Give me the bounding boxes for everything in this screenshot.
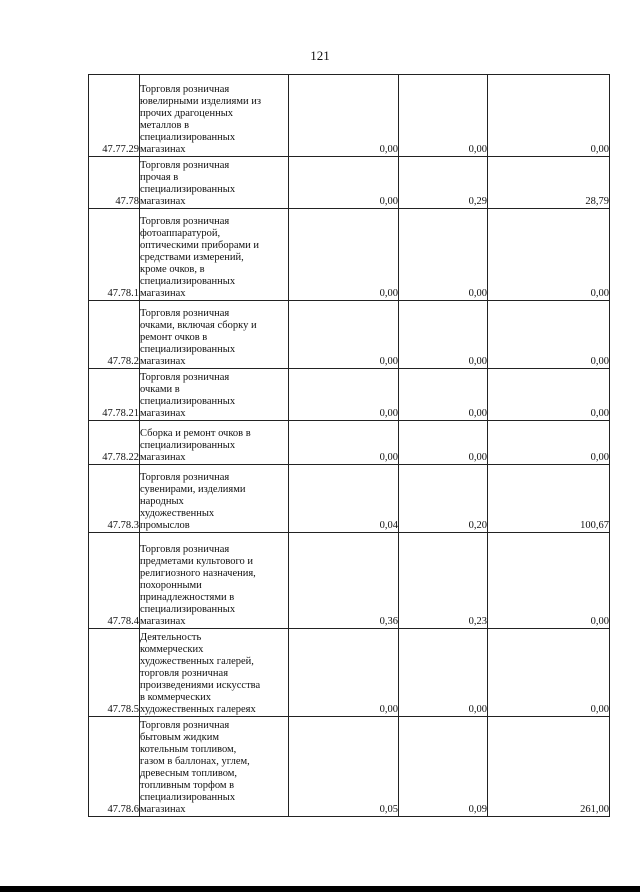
activity-name: Деятельность коммерческих художественных галерей, торговля розничная произведениями искусства в коммерческих художественных галереях [140, 629, 289, 717]
table-row [89, 421, 610, 465]
value-1: 0,00 [289, 75, 399, 157]
activity-code: 47.78.4 [89, 533, 140, 629]
value-1: 0,05 [289, 717, 399, 817]
value-1: 0,00 [289, 301, 399, 369]
value-2: 0,00 [399, 209, 488, 301]
value-3: 0,00 [488, 629, 610, 717]
activity-name: Торговля розничная предметами культового и религиозного назначения, похоронными принадлежностями в специализированных магазинах [140, 533, 289, 629]
activity-name: Сборка и ремонт очков в специализированных магазинах [140, 421, 289, 465]
value-3: 261,00 [488, 717, 610, 817]
value-1: 0,00 [289, 421, 399, 465]
value-2: 0,09 [399, 717, 488, 817]
value-3: 0,00 [488, 301, 610, 369]
activity-name: Торговля розничная бытовым жидким котельным топливом, газом в баллонах, углем, древесным топливом, топливным торфом в специализированных магазинах [140, 717, 289, 817]
table-row [89, 209, 610, 301]
table-row [89, 369, 610, 421]
data-table [88, 74, 610, 817]
value-2: 0,00 [399, 421, 488, 465]
table-row [89, 717, 610, 817]
table-body [89, 75, 610, 817]
value-1: 0,00 [289, 157, 399, 209]
value-1: 0,04 [289, 465, 399, 533]
activity-name: Торговля розничная прочая в специализированных магазинах [140, 157, 289, 209]
value-1: 0,36 [289, 533, 399, 629]
value-3: 0,00 [488, 421, 610, 465]
table-row [89, 301, 610, 369]
value-1: 0,00 [289, 209, 399, 301]
activity-code: 47.78.5 [89, 629, 140, 717]
value-1: 0,00 [289, 629, 399, 717]
page-number: 121 [310, 48, 330, 63]
value-2: 0,00 [399, 629, 488, 717]
value-2: 0,23 [399, 533, 488, 629]
value-2: 0,20 [399, 465, 488, 533]
activity-code: 47.78.6 [89, 717, 140, 817]
activity-name: Торговля розничная очками в специализированных магазинах [140, 369, 289, 421]
table-row [89, 465, 610, 533]
table-row [89, 533, 610, 629]
activity-name: Торговля розничная ювелирными изделиями из прочих драгоценных металлов в специализированных магазинах [140, 75, 289, 157]
value-1: 0,00 [289, 369, 399, 421]
table-row [89, 157, 610, 209]
value-3: 0,00 [488, 75, 610, 157]
value-3: 0,00 [488, 369, 610, 421]
value-2: 0,00 [399, 369, 488, 421]
activity-code: 47.78.21 [89, 369, 140, 421]
activity-name: Торговля розничная фотоаппаратурой, оптическими приборами и средствами измерений, кроме очков, в специализированных магазинах [140, 209, 289, 301]
activity-name: Торговля розничная сувенирами, изделиями народных художественных промыслов [140, 465, 289, 533]
value-3: 0,00 [488, 209, 610, 301]
activity-code: 47.78.3 [89, 465, 140, 533]
activity-code: 47.78 [89, 157, 140, 209]
value-3: 28,79 [488, 157, 610, 209]
scan-edge [0, 886, 640, 892]
value-3: 100,67 [488, 465, 610, 533]
value-2: 0,29 [399, 157, 488, 209]
table-row [89, 75, 610, 157]
activity-code: 47.78.1 [89, 209, 140, 301]
value-3: 0,00 [488, 533, 610, 629]
activity-code: 47.77.29 [89, 75, 140, 157]
table-row [89, 629, 610, 717]
value-2: 0,00 [399, 75, 488, 157]
activity-code: 47.78.2 [89, 301, 140, 369]
activity-code: 47.78.22 [89, 421, 140, 465]
activity-name: Торговля розничная очками, включая сборку и ремонт очков в специализированных магазинах [140, 301, 289, 369]
value-2: 0,00 [399, 301, 488, 369]
